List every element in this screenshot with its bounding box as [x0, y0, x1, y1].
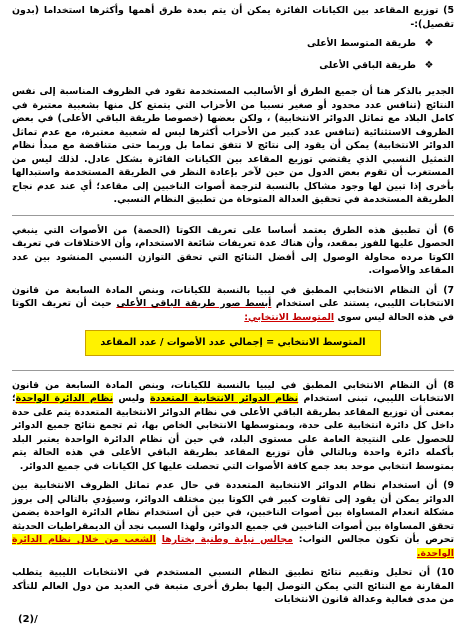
item-7-text-a: أن النظام الانتخابي المطبق في ليبيا بالنسبة للكيانات، وبنص المادة السابعة من قانون الانتخابات الليبي، يستند على استخدام	[12, 284, 454, 309]
item-5-number: 5)	[443, 5, 454, 16]
item-9	[12, 479, 454, 560]
list-item	[12, 55, 434, 77]
list-item-label: طريقة الباقي الأعلى	[319, 60, 416, 72]
diamond-bullet-icon: ❖	[424, 38, 434, 50]
item-8-text-b: وليس	[118, 393, 145, 404]
item-7-underlined: أبسط صور طريقة الباقي الأعلى	[116, 298, 272, 309]
diamond-bullet-icon: ❖	[424, 60, 434, 72]
item-7-text-b: حيث أن تعريف الكوتا في هذه الحالة ليس سوى	[12, 298, 454, 323]
item-9-red-2: الشعب من خلال نظام الدائرة الواحدة.	[12, 534, 454, 559]
divider	[12, 370, 454, 371]
item-8-text-a: أن النظام الانتخابي المطبق في ليبيا بالنسبة للكيانات، وبنص المادة السابعة من قانون الانتخابات الليبي، تبنى استخدام	[12, 379, 454, 404]
page-number: (2)/	[18, 614, 38, 625]
list-item-label: طريقة المتوسط الأعلى	[306, 38, 416, 50]
general-paragraph: الجدير بالذكر هنا أن جميع الطرق أو الأساليب المستخدمة تقود في الظروف المناسبة إلى نفس النتائج (تنافس عدد محدود أو صغير نسبيا من الأحزاب التي يتمتع كل منها بشعبية معتبرة في كامل البلاد مع تماثل الدوائر الانتخابية) ، ولكن بعضها (خصوصا طريقة الباقي الأعلى) في بعض الظروف الاستثنائية (تنافس عدد كبير من الأحزاب أكثرها ليس له شعبية معتبرة، مع عدم تماثل الدوائر الانتخابية) يمكن أن يقود إلى نتائج لا تتفق تماما بل وربما حتى متناقضة مع مبدأ نظام التمثيل النسبي الذي يقتضي توزيع المقاعد بين الكيانات الفائزة بشكل عادل. لذلك ليس من المستغرب أن تقوم بعض الدول من حين لآخر بإعادة النظر في الطريقة المستخدمة واستبدالها بأخرى إذا تبين لها وجود مشاكل بالنسبة لترجمة أصوات الناخبين إلى مقاعد؛ أي عند عدم نجاح الطريقة المستخدمة في تحقيق العدالة المتوخاة من تطبيق النظام النسبي.	[12, 86, 454, 205]
item-8-number: 8)	[443, 379, 455, 391]
item-9-number: 9)	[443, 480, 454, 491]
formula-text: المتوسط الانتخابي = إجمالي عدد الأصوات / عدد المقاعد	[85, 330, 380, 356]
divider	[12, 215, 454, 216]
item-5	[12, 4, 454, 31]
item-10	[12, 566, 454, 607]
formula-box	[12, 330, 454, 356]
list-item	[12, 33, 434, 55]
item-7-number: 7)	[443, 284, 455, 296]
item-9-red-1: مجالس نيابة وطنية يختارها	[161, 534, 293, 545]
item-6	[12, 224, 454, 278]
item-7	[12, 284, 454, 325]
item-10-text: أن تحليل وتقييم نتائج تطبيق النظام النسبي المستخدم في الانتخابات الليبية يتطلب المقارنة مع النتائج التي يمكن التوصل إليها بطرق أخرى متبعة في العديد من دول العالم للتأكد من مدى فعالية وعدالة قانون الانتخابات	[12, 567, 454, 605]
item-8-text-c: ؛ بمعنى أن توزيع المقاعد بطريقة الباقي الأعلى في نظام الدوائر الانتخابية المتعددة يتم على حدة داخل كل دائرة انتخابية على حدة، وبمتوسطها الانتخابي الخاص بها، ثم تجمع نتائج جميع الدوائر للحصول على النتيجة العامة على مستوى البلد، في حين أن نظام الدائرة الواحدة يعتبر البلد بأكمله دائرة واحدة وبالتالي فأن توزيع المقاعد بطريقة الباقي الأعلى في هذه الحالة يتم بمتوسط انتخابي موحد بعد جمع كافة الأصوات التي تحصلت عليها كل الكيانات في جميع الدوائر.	[12, 393, 454, 472]
item-6-number: 6)	[443, 224, 454, 236]
item-9-text-a: أن استخدام نظام الدوائر الانتخابية المتعددة في حال عدم تماثل الظروف الانتخابية بين الدوائر يمكن أن يقود إلى تفاوت كبير في الكوتا بين مختلف الدوائر، وسيؤدي بالتالي إلى بروز مشكلة انعدام المساواة بين أصوات الناخبين، في حين أن استخدام نظام الدائرة الواحدة يضمن تحقق المساواة بين أصوات الناخبين في جميع الدوائر، ولهذا السبب نجد أن الديمقراطيات الحديثة تحرص بأن تكون مجالس النواب:	[12, 480, 454, 545]
item-8-highlight-single: نظام الدائرة الواحدة	[15, 393, 114, 404]
item-10-number: 10)	[436, 567, 455, 578]
item-5-text: توزيع المقاعد بين الكيانات الفائزة يمكن أن يتم بعدة طرق أهمها وأكثرها استخداما (بدون تفصيل):-	[12, 5, 454, 30]
item-6-text: أن تطبيق هذه الطرق يعتمد أساسا على تعريف الكوتا (الحصة) من الأصوات التي ينبغي الحصول عليها للفوز بمقعد، وأن هناك عدة تعريفات شائعة الاستخدام، وأن الاختلافات في تعريف الكوتا مرده محاولة الوصول إلى أفضل النتائج التي تحقق التوازن النسبي المنشود بين عدد المقاعد والأصوات.	[12, 224, 454, 276]
methods-list	[12, 33, 434, 77]
item-7-red-tail: المتوسط الانتخابي:	[244, 311, 335, 323]
item-8-highlight-multi: نظام الدوائر الانتخابية المتعددة	[150, 393, 299, 404]
item-8	[12, 379, 454, 474]
